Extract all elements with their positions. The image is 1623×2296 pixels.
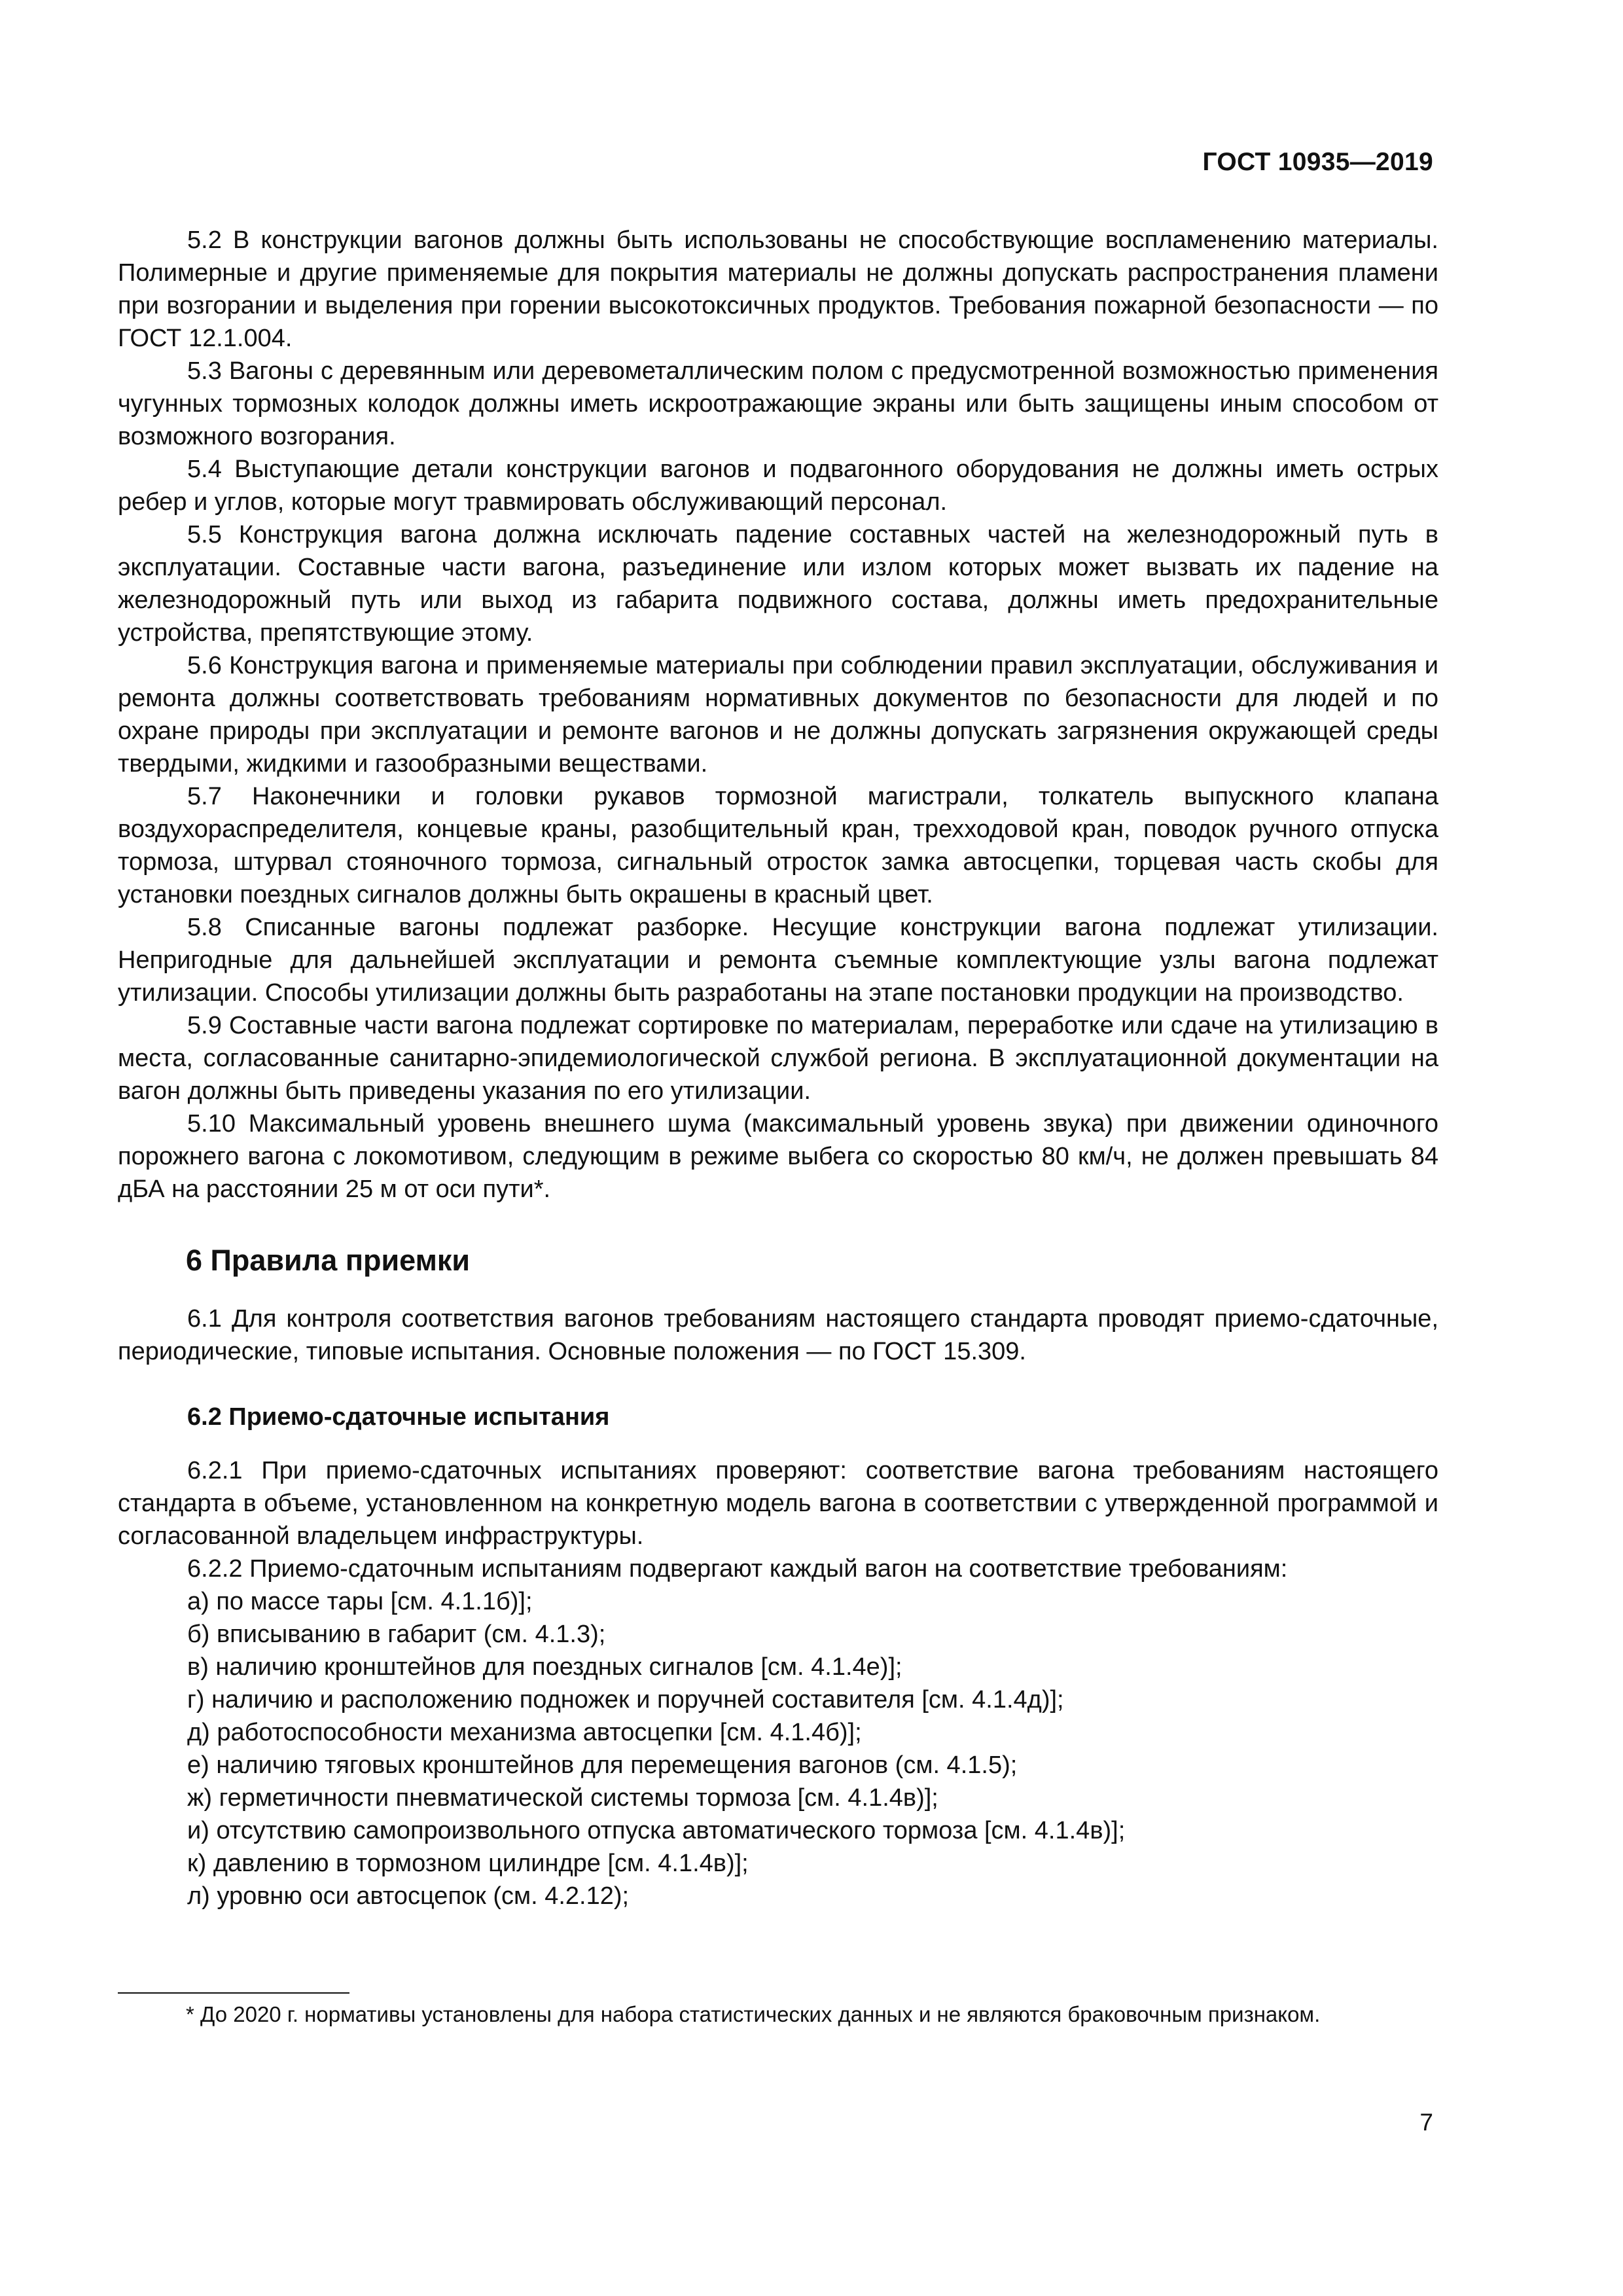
list-item: а) по массе тары [см. 4.1.1б)]; [187, 1588, 533, 1615]
list-item: е) наличию тяговых кронштейнов для перемещения вагонов (см. 4.1.5); [187, 1751, 1018, 1779]
list-item: ж) герметичности пневматической системы тормоза [см. 4.1.4в)]; [187, 1784, 938, 1812]
paragraph-5-2: 5.2 В конструкции вагонов должны быть использованы не способствующие воспламенению материалы. Полимерные и другие применяемые для покрытия материалы не должны допускать распространения пламени при возгорании и выделения при горении высокотоксичных продуктов. Требования пожарной безопасности — по ГОСТ 12.1.004. [118, 226, 1438, 352]
list-item: л) уровню оси автосцепок (см. 4.2.12); [187, 1882, 630, 1910]
subsection-6-2-heading: 6.2 Приемо-сдаточные испытания [187, 1403, 610, 1431]
requirements-list [118, 1585, 1438, 1912]
section-6-heading: 6 Правила приемки [186, 1244, 471, 1277]
list-item: к) давлению в тормозном цилиндре [см. 4.1.4в)]; [187, 1850, 749, 1877]
paragraph-5-3: 5.3 Вагоны с деревянным или деревометаллическим полом с предусмотренной возможностью применения чугунных тормозных колодок должны иметь искроотражающие экраны или быть защищены иным способом от возможного возгорания. [118, 357, 1438, 450]
paragraph-5-5: 5.5 Конструкция вагона должна исключать падение составных частей на железнодорожный путь в эксплуатации. Составные части вагона, разъединение или излом которых может вызвать их падение на железнодорожный путь или выход из габарита подвижного состава, должны иметь предохранительные устройства, препятствующие этому. [118, 521, 1438, 647]
paragraph-6-1: 6.1 Для контроля соответствия вагонов требованиям настоящего стандарта проводят приемо-сдаточные, периодические, типовые испытания. Основные положения — по ГОСТ 15.309. [118, 1305, 1438, 1365]
paragraph-5-10: 5.10 Максимальный уровень внешнего шума (максимальный уровень звука) при движении одиночного порожнего вагона с локомотивом, следующим в режиме выбега со скоростью 80 км/ч, не должен превышать 84 дБА на расстоянии 25 м от оси пути*. [118, 1110, 1438, 1203]
footnote: * До 2020 г. нормативы установлены для набора статистических данных и не являются браковочным признаком. [186, 2002, 1321, 2026]
list-item: в) наличию кронштейнов для поездных сигналов [см. 4.1.4е)]; [187, 1653, 902, 1681]
list-item: и) отсутствию самопроизвольного отпуска автоматического тормоза [см. 4.1.4в)]; [187, 1817, 1126, 1844]
paragraph-6-2-2: 6.2.2 Приемо-сдаточным испытаниям подвергают каждый вагон на соответствие требованиям: [187, 1555, 1288, 1583]
page-number: 7 [1419, 2109, 1433, 2136]
paragraph-5-6: 5.6 Конструкция вагона и применяемые материалы при соблюдении правил эксплуатации, обслуживания и ремонта должны соответствовать требованиям нормативных документов по безопасности для людей и по охране природы при эксплуатации и ремонте вагонов и не должны допускать загрязнения окружающей среды твердыми, жидкими и газообразными веществами. [118, 652, 1438, 778]
paragraph-5-7: 5.7 Наконечники и головки рукавов тормозной магистрали, толкатель выпускного клапана воздухораспределителя, концевые краны, разобщительный кран, трехходовой кран, поводок ручного отпуска тормоза, штурвал стояночного тормоза, сигнальный отросток замка автосцепки, торцевая часть скобы для установки поездных сигналов должны быть окрашены в красный цвет. [118, 783, 1438, 908]
paragraph-5-9: 5.9 Составные части вагона подлежат сортировке по материалам, переработке или сдаче на утилизацию в места, согласованные санитарно-эпидемиологической службой региона. В эксплуатационной документации на вагон должны быть приведены указания по его утилизации. [118, 1012, 1438, 1105]
paragraph-5-8: 5.8 Списанные вагоны подлежат разборке. Несущие конструкции вагона подлежат утилизации. Непригодные для дальнейшей эксплуатации и ремонта съемные комплектующие узлы вагона подлежат утилизации. Способы утилизации должны быть разработаны на этапе постановки продукции на производство. [118, 914, 1438, 1007]
list-item: б) вписыванию в габарит (см. 4.1.3); [187, 1621, 606, 1648]
list-item: д) работоспособности механизма автосцепки [см. 4.1.4б)]; [187, 1719, 862, 1746]
paragraph-6-2-1: 6.2.1 При приемо-сдаточных испытаниях проверяют: соответствие вагона требованиям настоящего стандарта в объеме, установленном на конкретную модель вагона в соответствии с утвержденной программой и согласованной владельцем инфраструктуры. [118, 1457, 1438, 1550]
paragraph-5-4: 5.4 Выступающие детали конструкции вагонов и подвагонного оборудования не должны иметь острых ребер и углов, которые могут травмировать обслуживающий персонал. [118, 456, 1438, 516]
document-code-header: ГОСТ 10935—2019 [1202, 148, 1433, 176]
list-item: г) наличию и расположению подножек и поручней составителя [см. 4.1.4д)]; [187, 1686, 1064, 1713]
document-body [118, 224, 1438, 1912]
footnote-divider [118, 1992, 349, 1994]
